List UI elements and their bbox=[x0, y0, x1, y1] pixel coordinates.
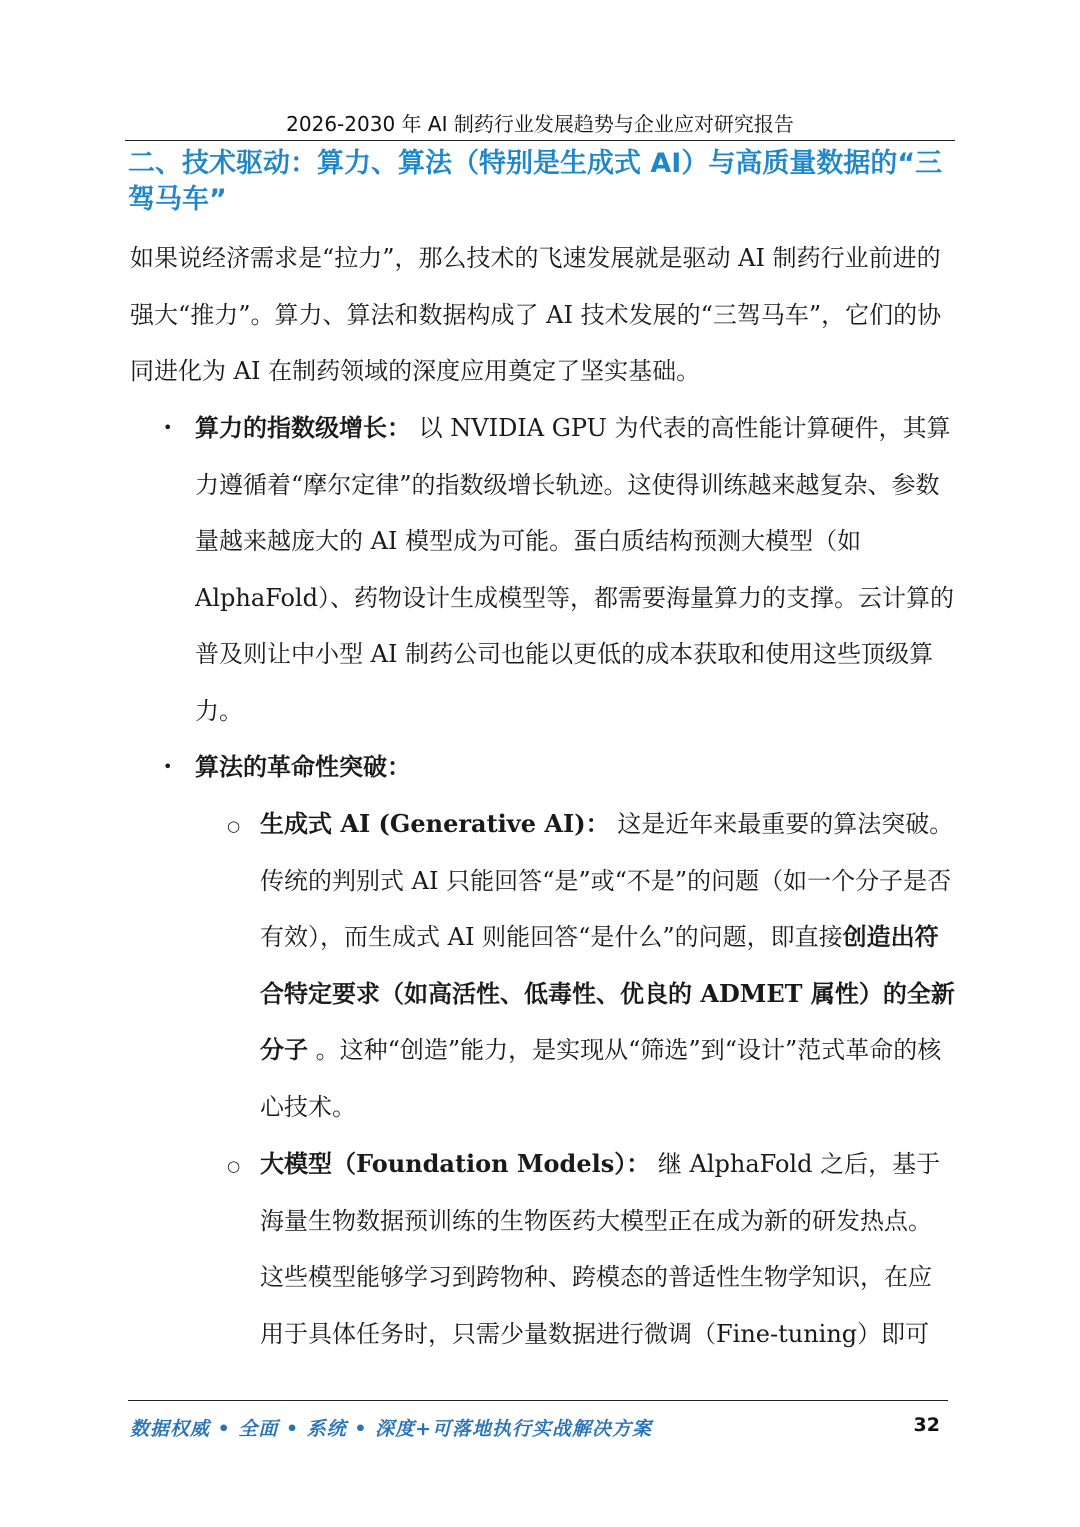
sub-bullet-foundation-body bbox=[260, 1136, 955, 1362]
footer-slogan: 数据权威 • 全面 • 系统 • 深度+可落地执行实战解决方案 bbox=[130, 1418, 653, 1440]
running-header: 2026-2030 年 AI 制药行业发展趋势与企业应对研究报告 bbox=[286, 112, 794, 136]
circle-bullet-icon: ○ bbox=[227, 817, 241, 835]
bullet-dot-icon: • bbox=[163, 757, 173, 776]
bullet-dot-icon: • bbox=[163, 418, 173, 437]
sub-bullet-generative-ai bbox=[227, 796, 955, 1135]
footer-divider bbox=[128, 1400, 948, 1401]
sub-bullet-generative-body bbox=[260, 796, 955, 1135]
circle-bullet-icon: ○ bbox=[227, 1157, 241, 1175]
sub-bullet-foundation-label: 大模型（Foundation Models）： bbox=[260, 1149, 651, 1178]
intro-paragraph: 如果说经济需求是“拉力”，那么技术的飞速发展就是驱动 AI 制药行业前进的强大“推力”。算力、算法和数据构成了 AI 技术发展的“三驾马车”，它们的协同进化为 AI 在制药领域的深度应用奠定了坚实基础。 bbox=[130, 244, 942, 385]
bullet-algorithm-label: 算法的革命性突破： bbox=[195, 752, 411, 781]
bullet-compute-label: 算力的指数级增长： bbox=[195, 413, 411, 442]
bullet-algorithm bbox=[163, 739, 955, 796]
sub-bullet-foundation-text: 继 AlphaFold 之后，基于海量生物数据预训练的生物医药大模型正在成为新的研发热点。这些模型能够学习到跨物种、跨模态的普适性生物学知识，在应用于具体任务时，只需少量数据进行微调（Fine-tuning）即可 bbox=[260, 1150, 941, 1348]
bullet-compute bbox=[163, 400, 955, 739]
sub-bullet-generative-text-before: 这是近年来最重要的算法突破。传统的判别式 AI 只能回答“是”或“不是”的问题（如一个分子是否有效），而生成式 AI 则能回答“是什么”的问题，即直接 bbox=[260, 810, 954, 951]
section-title: 二、技术驱动：算力、算法（特别是生成式 AI）与高质量数据的“三驾马车” bbox=[128, 148, 943, 215]
page-number: 32 bbox=[913, 1414, 940, 1436]
header-divider bbox=[125, 140, 955, 141]
sub-bullet-generative-label: 生成式 AI (Generative AI)： bbox=[260, 809, 610, 838]
bullet-algorithm-body bbox=[195, 739, 955, 796]
sub-bullet-generative-emphasis: 创造出符合特定要求（如高活性、低毒性、优良的 ADMET 属性）的全新分子 bbox=[260, 922, 955, 1064]
bullet-compute-body bbox=[195, 400, 955, 739]
sub-bullet-generative-text-after: 。这种“创造”能力，是实现从“筛选”到“设计”范式革命的核心技术。 bbox=[260, 1036, 942, 1121]
sub-bullet-foundation-models bbox=[227, 1136, 955, 1362]
bullet-compute-text: 以 NVIDIA GPU 为代表的高性能计算硬件，其算力遵循着“摩尔定律”的指数级增长轨迹。这使得训练越来越复杂、参数量越来越庞大的 AI 模型成为可能。蛋白质结构预测大模型（如 AlphaFold）、药物设计生成模型等，都需要海量算力的支撑。云计算的普及则让中小型 AI 制药公司也能以更低的成本获取和使用这些顶级算力。 bbox=[195, 414, 954, 725]
